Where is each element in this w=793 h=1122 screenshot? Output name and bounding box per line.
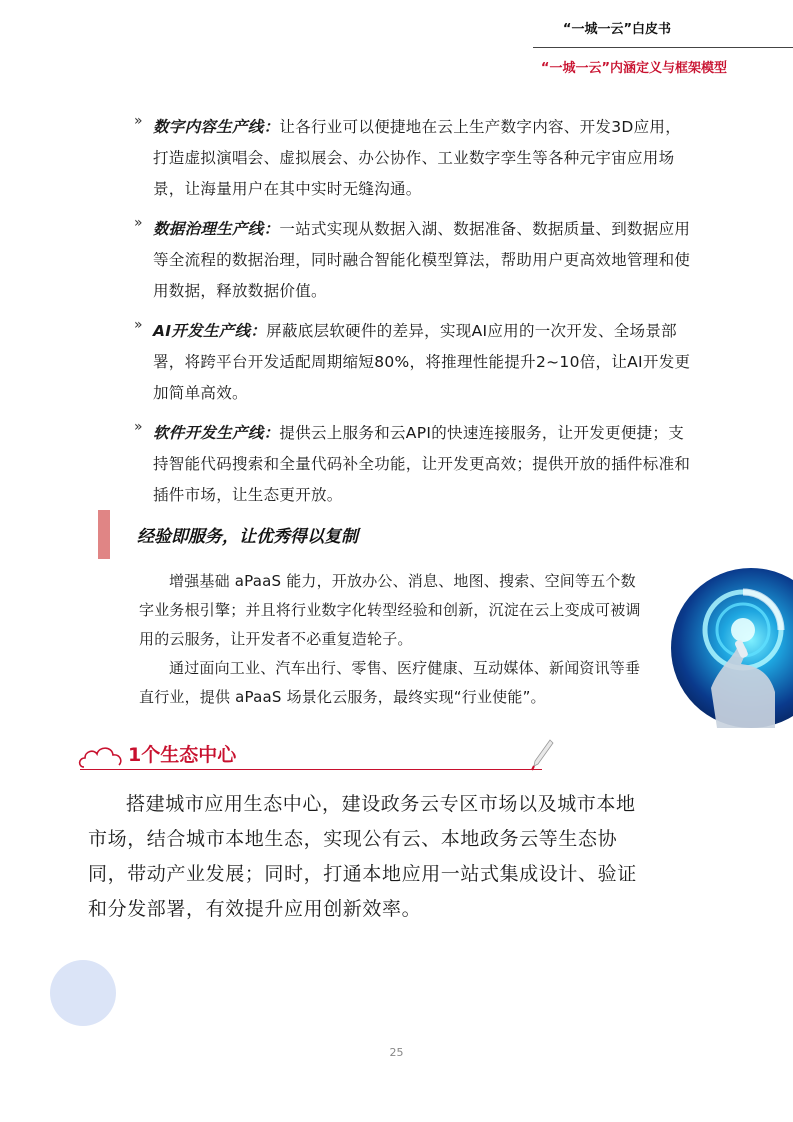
header-title: “一城一云”白皮书 (562, 22, 671, 37)
double-chevron-icon: » (134, 215, 143, 231)
bullet-title: 软件开发生产线： (153, 424, 280, 442)
bullet-list (134, 112, 694, 520)
list-item (134, 112, 694, 205)
list-item (134, 316, 694, 409)
bullet-paragraph (153, 112, 694, 205)
section-paragraph: 增强基础 aPaaS 能力，开放办公、消息、地图、搜索、空间等五个数字业务根引擎；并且将行业数字化转型经验和创新，沉淀在云上变成可被调用的云服务，让开发者不必重复造轮子。 (139, 572, 641, 648)
section-paragraph: 通过面向工业、汽车出行、零售、医疗健康、互动媒体、新闻资讯等垂直行业，提供 aPaaS 场景化云服务，最终实现“行业使能”。 (139, 659, 641, 706)
section-accent-bar (98, 510, 110, 559)
bullet-title: AI开发生产线： (153, 322, 267, 340)
page-number: 25 (389, 1046, 404, 1059)
bullet-paragraph (153, 214, 694, 307)
bullet-body: 让各行业可以便捷地在云上生产数字内容、开发3D应用，打造虚拟演唱会、虚拟展会、办公协作、工业数字孪生等各种元宇宙应用场景，让海量用户在其中实时无缝沟通。 (153, 118, 682, 198)
ai-robot-hand-image (671, 568, 793, 728)
bullet-paragraph (153, 316, 694, 409)
bullet-body: 一站式实现从数据入湖、数据准备、数据质量、到数据应用等全流程的数据治理，同时融合智能化模型算法，帮助用户更高效地管理和使用数据，释放数据价值。 (153, 220, 691, 300)
decorative-circle (50, 960, 116, 1026)
bullet-title: 数字内容生产线： (153, 118, 280, 136)
section-body (139, 567, 649, 712)
bullet-paragraph (153, 418, 694, 511)
cloud-outline-icon (78, 741, 126, 771)
bullet-body: 屏蔽底层软硬件的差异，实现AI应用的一次开发、全场景部署，将跨平台开发适配周期缩短80%，将推理性能提升2~10倍，让AI开发更加简单高效。 (153, 322, 691, 402)
header-subtitle: “一城一云”内涵定义与框架模型 (540, 61, 727, 76)
list-item (134, 214, 694, 307)
double-chevron-icon: » (134, 113, 143, 129)
ecosystem-paragraph: 搭建城市应用生态中心，建设政务云专区市场以及城市本地市场，结合城市本地生态，实现公有云、本地政务云等生态协同，带动产业发展；同时，打通本地应用一站式集成设计、验证和分发部署，有效提升应用创新效率。 (88, 793, 637, 920)
bullet-title: 数据治理生产线： (153, 220, 280, 238)
bullet-body: 提供云上服务和云API的快速连接服务，让开发更便捷；支持智能代码搜索和全量代码补全功能，让开发更高效；提供开放的插件标准和插件市场，让生态更开放。 (153, 424, 691, 504)
section-heading: 经验即服务，让优秀得以复制 (137, 527, 358, 547)
header-divider (533, 47, 793, 48)
list-item (134, 418, 694, 511)
double-chevron-icon: » (134, 419, 143, 435)
ecosystem-underline (80, 769, 542, 770)
pen-icon (528, 738, 554, 772)
ecosystem-title: 1个生态中心 (128, 744, 237, 766)
double-chevron-icon: » (134, 317, 143, 333)
